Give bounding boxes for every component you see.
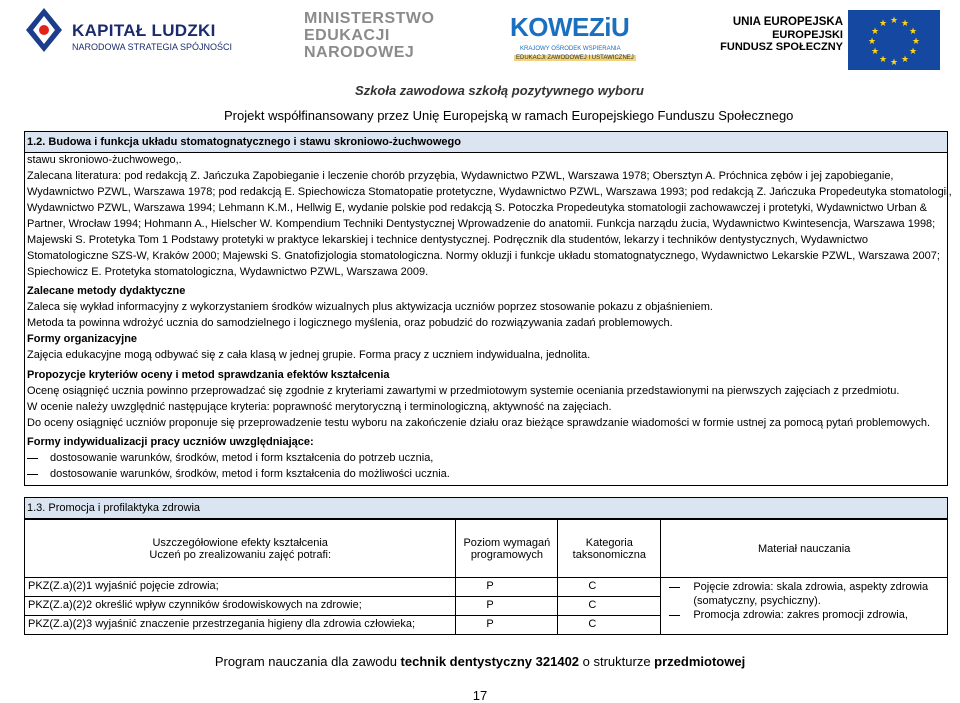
- methods-line-1: Metoda ta powinna wdrożyć ucznia do samodzielnego i logicznego myślenia, oraz pobudzić do rozwiązywania zadań problemowych.: [27, 317, 673, 329]
- eu-line-3: FUNDUSZ SPOŁECZNY: [720, 41, 843, 53]
- category-cell: C: [558, 616, 661, 635]
- footer-middle: o strukturze: [579, 654, 655, 669]
- svg-text:★: ★: [870, 27, 880, 37]
- dash-icon: [669, 615, 680, 616]
- category-cell: C: [558, 578, 661, 597]
- box-left-border: [24, 131, 25, 486]
- footer-structure: przedmiotowej: [654, 654, 746, 669]
- box-bottom-border: [24, 485, 948, 486]
- footer-prefix: Program nauczania dla zawodu: [214, 654, 401, 669]
- material-line-0: Pojęcie zdrowia: skala zdrowia, aspekty zdrowia: [693, 581, 929, 593]
- evaluation-line-0: Ocenę osiągnięć ucznia powinno przeprowadzać się zgodnie z kryteriami zawartymi w przedmiotowym systemie oceniania przedstawionymi na pierwszych zajęciach z przedmiotu.: [27, 385, 900, 397]
- kapital-ludzki-subtitle: NARODOWA STRATEGIA SPÓJNOŚCI: [72, 42, 233, 52]
- category-cell: C: [558, 597, 661, 616]
- literature-line-0: stawu skroniowo-żuchwowego,.: [27, 154, 182, 166]
- motto-text: Szkoła zawodowa szkołą pozytywnego wyboru: [355, 83, 644, 98]
- svg-text:★: ★: [900, 19, 910, 29]
- header-effects-line-1: Uszczegółowione efekty kształcenia: [152, 536, 328, 549]
- kapital-ludzki-flag-icon: [22, 4, 66, 56]
- dash-icon: [27, 458, 38, 459]
- page-number: 17: [472, 688, 488, 703]
- eu-logo-text: [720, 16, 843, 54]
- svg-text:★: ★: [889, 58, 899, 68]
- evaluation-line-1: W ocenie należy uwzględnić następujące kryteria: poprawność merytoryczną i terminologiczną, aktywność na zajęciach.: [27, 401, 612, 413]
- svg-text:★: ★: [908, 47, 918, 57]
- ministry-logo: [304, 10, 454, 78]
- header-level-line-2: programowych: [470, 548, 543, 561]
- individualization-item-0: dostosowanie warunków, środków, metod i form kształcenia do potrzeb ucznia,: [50, 452, 434, 464]
- literature-line-5: Majewski S. Protetyka Tom 1 Podstawy protetyki w praktyce lekarskiej i technice dentystycznej. Podręcznik dla studentów, lekarzy i techników dentystycznych, Wydawnictwo: [27, 234, 868, 246]
- level-cell: P: [456, 616, 558, 635]
- footer-profession: technik dentystyczny 321402: [400, 654, 580, 669]
- effect-cell: PKZ(Z.a)(2)1 wyjaśnić pojęcie zdrowia;: [25, 578, 456, 597]
- koweziu-name: KOWEZiU: [510, 12, 630, 42]
- page-footer: [0, 654, 960, 669]
- literature-line-4: Partner, Wrocław 1994; Hohmann A., Hielscher W. Kompendium Techniki Dentystycznej Wprowadzenie do anatomii. Funkcja narządu żucia, Wydawnictwo Kwintesencja, Warszawa 1998;: [27, 218, 936, 230]
- svg-text:★: ★: [878, 55, 888, 65]
- ministry-line-3: NARODOWEJ: [304, 44, 415, 61]
- effect-cell: PKZ(Z.a)(2)2 określić wpływ czynników środowiskowych na zdrowie;: [25, 597, 456, 616]
- eu-line-2: EUROPEJSKI: [772, 28, 843, 41]
- literature-line-1: Zalecana literatura: pod redakcją Z. Jańczuka Zapobieganie i leczenie chorób przyzębia, Wydawnictwo PZWL, Warszawa 1978; Obersztyn A. Próchnica zębów i jej zapobieganie,: [27, 170, 894, 182]
- evaluation-line-2: Do oceny osiągnięć uczniów proponuje się przeprowadzenie testu wyboru na zakończenie działu oraz bieżące sprawdzanie wiadomości w formie ustnej za pomocą pytań problemowych.: [27, 417, 931, 429]
- svg-text:★: ★: [870, 47, 880, 57]
- svg-text:★: ★: [889, 16, 899, 26]
- header-category: [558, 520, 661, 578]
- individualization-title: Formy indywidualizacji pracy uczniów uwzględniające:: [27, 436, 314, 448]
- literature-line-6: Stomatologiczne SZS-W, Kraków 2000; Majewski S. Gnatofizjologia stomatologiczna. Normy okluzji i funkcje układu stomatognatycznego, Wydawnictwo Lekarskie PZWL, Warszawa 2007;: [27, 250, 940, 262]
- ministry-line-1: MINISTERSTWO: [304, 10, 435, 27]
- methods-title: Zalecane metody dydaktyczne: [27, 285, 186, 297]
- effect-cell: PKZ(Z.a)(2)3 wyjaśnić znaczenie przestrzegania higieny dla zdrowia człowieka;: [25, 616, 456, 635]
- header-level: [456, 520, 558, 578]
- svg-text:★: ★: [908, 27, 918, 37]
- header-effects-line-2: Uczeń po zrealizowaniu zajęć potrafi:: [149, 548, 331, 561]
- section-1-3-title: 1.3. Promocja i profilaktyka zdrowia: [24, 497, 948, 519]
- svg-text:★: ★: [878, 19, 888, 29]
- eu-flag-icon: [848, 10, 940, 70]
- svg-text:★: ★: [900, 55, 910, 65]
- kapital-ludzki-logo: [22, 4, 232, 62]
- evaluation-title: Propozycje kryteriów oceny i metod sprawdzania efektów kształcenia: [27, 369, 390, 381]
- svg-text:★: ★: [911, 37, 921, 47]
- kapital-ludzki-title: KAPITAŁ LUDZKI: [72, 21, 216, 40]
- header-effects: [25, 520, 456, 578]
- project-text: Projekt współfinansowany przez Unię Europejską w ramach Europejskiego Funduszu Społecznego: [224, 108, 794, 123]
- literature-line-7: Spiechowicz E. Protetyka stomatologiczna, Wydawnictwo PZWL, Warszawa 2009.: [27, 266, 429, 278]
- individualization-item-1: dostosowanie warunków, środków, metod i form kształcenia do możliwości ucznia.: [50, 468, 450, 480]
- material-item: [669, 580, 944, 594]
- methods-line-0: Zaleca się wykład informacyjny z wykorzystaniem środków wizualnych plus aktywizacja uczniów poprzez stosowanie pokazu z objaśnieniem.: [27, 301, 713, 313]
- header-category-line-2: taksonomiczna: [572, 548, 647, 561]
- section-1-2-title: 1.2. Budowa i funkcja układu stomatognatycznego i stawu skroniowo-żuchwowego: [24, 131, 948, 153]
- competency-table: [24, 519, 948, 635]
- literature-line-3: Wydawnictwo PZWL, Warszawa 1994; Lehmann K.M., Hellwig E, wydanie polskie pod redakcją S. Potoczka Propedeutyka stomatologii zachowawczej i protetyki, Wydawnictwo Urban &: [27, 202, 927, 214]
- koweziu-line-2: EDUKACJI ZAWODOWEJ I USTAWICZNEJ: [516, 55, 634, 61]
- table-row: [25, 578, 948, 597]
- koweziu-logo: [510, 10, 634, 68]
- level-cell: P: [456, 578, 558, 597]
- svg-text:★: ★: [867, 37, 877, 47]
- material-cell: [661, 578, 948, 635]
- eu-line-1: UNIA EUROPEJSKA: [732, 16, 843, 28]
- forms-line: Zajęcia edukacyjne mogą odbywać się z cała klasą w jednej grupie. Forma pracy z uczniem indywidualna, jednolita.: [27, 349, 591, 361]
- koweziu-line-1: KRAJOWY OŚRODEK WSPIERANIA: [520, 46, 621, 52]
- dash-icon: [669, 587, 680, 588]
- header-category-line-1: Kategoria: [585, 536, 633, 549]
- forms-title: Formy organizacyjne: [27, 333, 138, 345]
- ministry-line-2: EDUKACJI: [304, 27, 390, 44]
- eu-logo: [720, 16, 948, 68]
- dash-icon: [27, 474, 38, 475]
- header-level-line-1: Poziom wymagań: [463, 536, 551, 549]
- material-line-1: (somatyczny, psychiczny).: [693, 595, 821, 607]
- header-material: Materiał nauczania: [661, 520, 948, 578]
- table-header-row: [25, 520, 948, 578]
- material-item: [669, 608, 944, 622]
- material-line-2: Promocja zdrowia: zakres promocji zdrowia,: [693, 609, 908, 621]
- level-cell: P: [456, 597, 558, 616]
- literature-line-2: Wydawnictwo PZWL, Warszawa 1978; pod redakcją E. Spiechowicza Stomatopatie protetyczne, Wydawnictwo PZWL, Warszawa 1993; pod redakcją Z. Jańczuka Propedeutyka stomatologii,: [27, 186, 952, 198]
